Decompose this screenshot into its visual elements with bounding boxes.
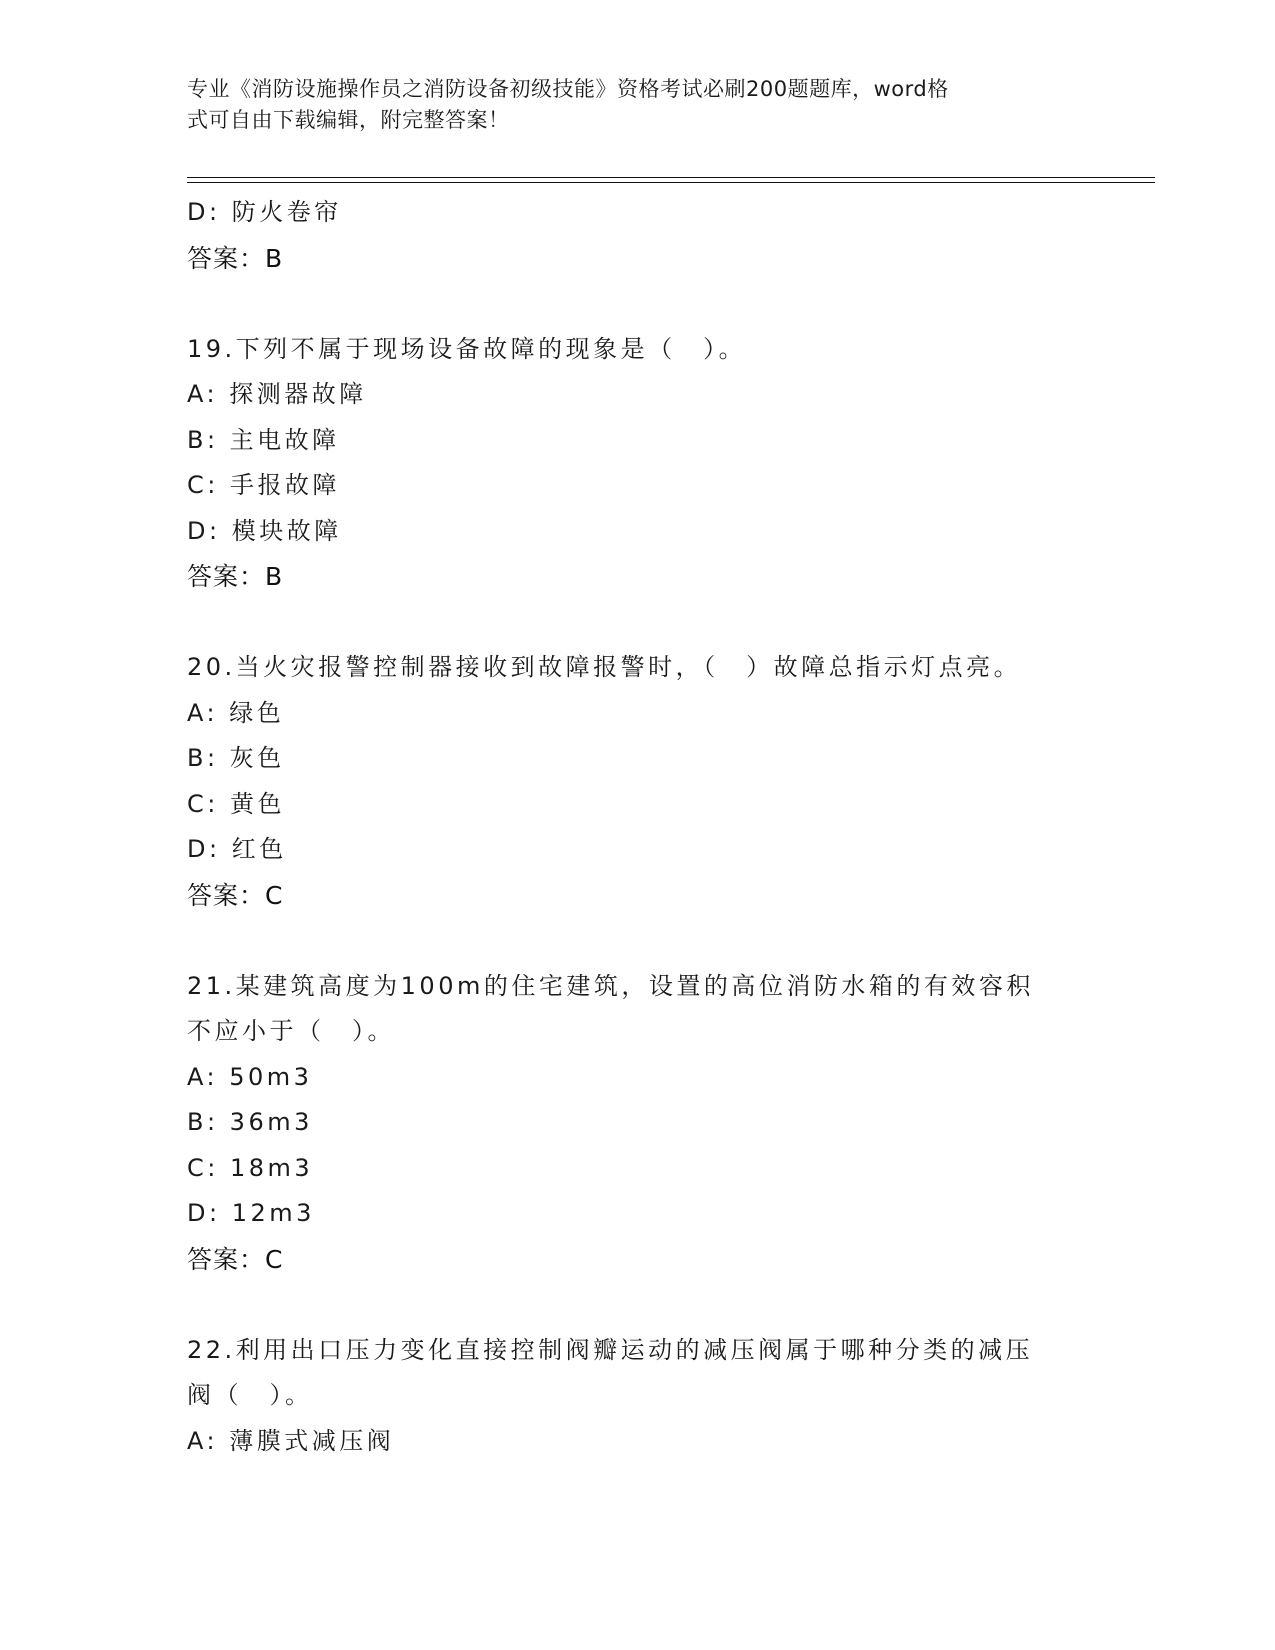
q19-option-a: A: 探测器故障 bbox=[187, 380, 367, 408]
document-header bbox=[187, 74, 1087, 136]
q22-text-line-1: 22.利用出口压力变化直接控制阀瓣运动的减压阀属于哪种分类的减压 bbox=[187, 1335, 1034, 1364]
q20-option-d: D: 红色 bbox=[187, 835, 287, 863]
q21-text-line-1: 21.某建筑高度为100m的住宅建筑，设置的高位消防水箱的有效容积 bbox=[187, 971, 1034, 1000]
q18-answer: 答案：B bbox=[187, 243, 284, 273]
header-divider-top bbox=[187, 177, 1155, 178]
header-line-1: 专业《消防设施操作员之消防设备初级技能》资格考试必刷200题题库，word格 bbox=[187, 77, 949, 101]
q22-text-line-2: 阀（ ）。 bbox=[187, 1381, 313, 1409]
q21-option-c: C: 18m3 bbox=[187, 1153, 314, 1182]
q19-option-c: C: 手报故障 bbox=[187, 471, 340, 499]
spacer bbox=[187, 281, 1087, 327]
q21-option-a: A: 50m3 bbox=[187, 1062, 313, 1091]
header-divider-bottom bbox=[187, 182, 1155, 183]
q19-option-b: B: 主电故障 bbox=[187, 425, 340, 454]
q21-option-b: B: 36m3 bbox=[187, 1108, 313, 1136]
q22-option-a: A: 薄膜式减压阀 bbox=[187, 1426, 395, 1455]
header-line-2: 式可自由下载编辑，附完整答案！ bbox=[187, 108, 510, 132]
q20-option-a: A: 绿色 bbox=[187, 698, 285, 727]
q20-option-b: B: 灰色 bbox=[187, 744, 285, 772]
spacer bbox=[187, 1282, 1087, 1328]
q21-answer: 答案：C bbox=[187, 1244, 284, 1274]
spacer bbox=[187, 918, 1087, 964]
q19-text: 19.下列不属于现场设备故障的现象是（ ）。 bbox=[187, 334, 747, 363]
q20-option-c: C: 黄色 bbox=[187, 789, 285, 818]
q21-option-d: D: 12m3 bbox=[187, 1199, 315, 1227]
spacer bbox=[187, 600, 1087, 646]
q21-text-line-2: 不应小于（ ）。 bbox=[187, 1017, 395, 1045]
q19-option-d: D: 模块故障 bbox=[187, 516, 342, 545]
q18-option-d: D: 防火卷帘 bbox=[187, 198, 342, 226]
q20-answer: 答案：C bbox=[187, 880, 284, 910]
question-list bbox=[187, 190, 1087, 1464]
q19-answer: 答案：B bbox=[187, 562, 284, 591]
q20-text: 20.当火灾报警控制器接收到故障报警时，（ ）故障总指示灯点亮。 bbox=[187, 653, 1022, 681]
